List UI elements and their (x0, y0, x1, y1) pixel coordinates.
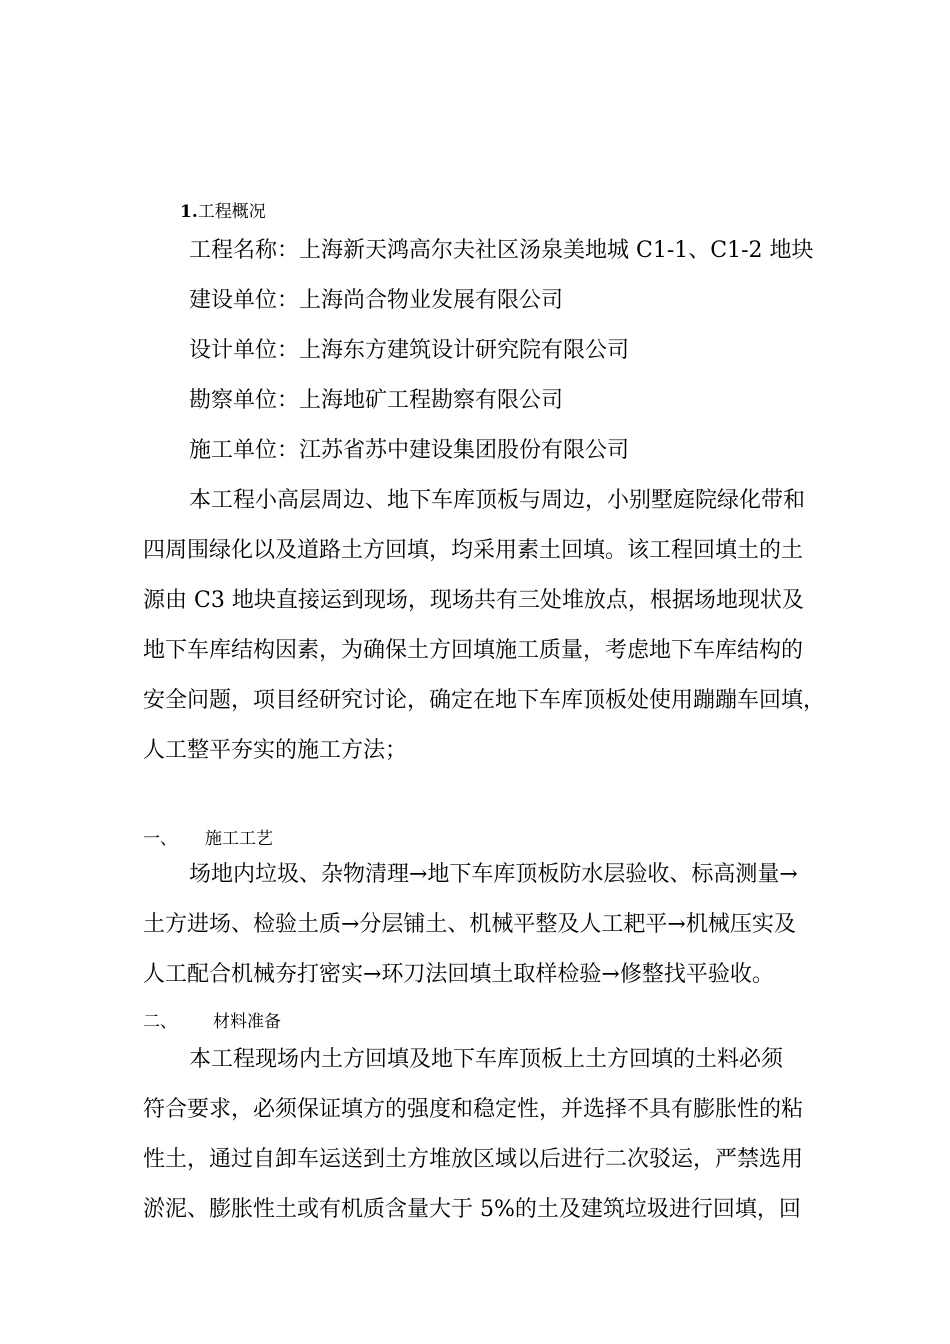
paragraph-line: 人工整平夯实的施工方法； (143, 738, 408, 763)
paragraph-line: 本工程现场内土方回填及地下车库顶板上土方回填的土料必须 (189, 1047, 784, 1072)
designer-line: 设计单位：上海东方建筑设计研究院有限公司 (189, 338, 630, 363)
section-materials-title: 材料准备 (213, 1012, 281, 1032)
section-materials-heading (143, 1010, 281, 1034)
section-1-title: 工程概况 (197, 202, 266, 222)
paragraph-line: 性土，通过自卸车运送到土方堆放区域以后进行二次驳运，严禁选用 (143, 1147, 804, 1172)
paragraph-line: 场地内垃圾、杂物清理→地下车库顶板防水层验收、标高测量→ (189, 862, 798, 887)
paragraph-line: 安全问题，项目经研究讨论，确定在地下车库顶板处使用蹦蹦车回填， (143, 688, 826, 713)
paragraph-line: 地下车库结构因素，为确保土方回填施工质量，考虑地下车库结构的 (143, 638, 804, 663)
section-process-number: 一、 (143, 829, 177, 849)
paragraph-line: 四周围绿化以及道路土方回填，均采用素土回填。该工程回填土的土 (143, 538, 804, 563)
section-1-number: 1. (180, 202, 198, 222)
paragraph-line: 源由 C3 地块直接运到现场，现场共有三处堆放点，根据场地现状及 (143, 588, 804, 613)
section-process-heading (143, 827, 273, 851)
section-process-title: 施工工艺 (205, 829, 273, 849)
contractor-line: 施工单位：江苏省苏中建设集团股份有限公司 (189, 438, 630, 463)
paragraph-line: 淤泥、膨胀性土或有机质含量大于 5%的土及建筑垃圾进行回填，回 (143, 1197, 801, 1222)
surveyor-line: 勘察单位：上海地矿工程勘察有限公司 (189, 388, 564, 413)
section-1-heading (180, 200, 266, 224)
paragraph-line: 土方进场、检验土质→分层铺土、机械平整及人工耙平→机械压实及 (143, 912, 796, 937)
client-line: 建设单位：上海尚合物业发展有限公司 (189, 288, 564, 313)
project-name-line: 工程名称：上海新天鸿高尔夫社区汤泉美地城 C1-1、C1-2 地块 (189, 238, 814, 263)
section-materials-number: 二、 (143, 1012, 177, 1032)
paragraph-line: 符合要求，必须保证填方的强度和稳定性，并选择不具有膨胀性的粘 (143, 1097, 804, 1122)
paragraph-line: 人工配合机械夯打密实→环刀法回填土取样检验→修整找平验收。 (143, 962, 774, 987)
paragraph-line: 本工程小高层周边、地下车库顶板与周边，小别墅庭院绿化带和 (189, 488, 806, 513)
